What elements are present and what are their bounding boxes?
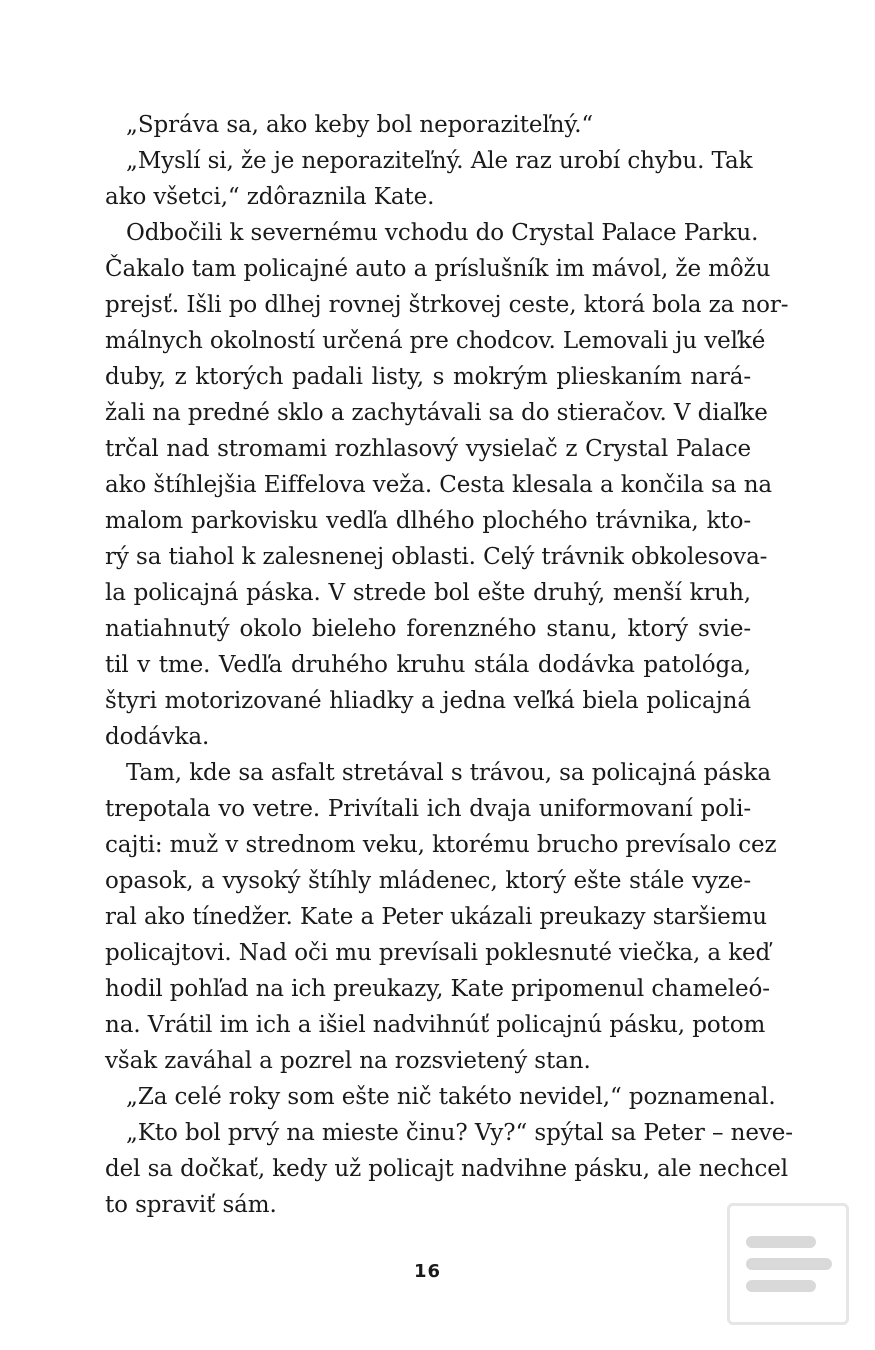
text-line: duby, z ktorých padali listy, s mokrým plieskaním nará- <box>105 364 751 390</box>
text-line: dodávka. <box>105 724 210 750</box>
text-line: Čakalo tam policajné auto a príslušník im mávol, že môžu <box>105 256 771 282</box>
text-line: opasok, a vysoký štíhly mládenec, ktorý ešte stále vyze- <box>105 868 751 894</box>
text-line: „Správa sa, ako keby bol neporaziteľný.“ <box>126 112 594 138</box>
text-line: to spraviť sám. <box>105 1192 277 1218</box>
text-line: trčal nad stromami rozhlasový vysielač z Crystal Palace <box>105 436 751 462</box>
book-logo-watermark-icon <box>727 1203 849 1325</box>
text-line: málnych okolností určená pre chodcov. Lemovali ju veľké <box>105 328 766 354</box>
text-line: „Kto bol prvý na mieste činu? Vy?“ spýtal sa Peter – neve- <box>126 1120 793 1146</box>
page-number: 16 <box>413 1261 442 1282</box>
text-line: Odbočili k severnému vchodu do Crystal Palace Parku. <box>126 220 759 246</box>
text-line: „Myslí si, že je neporaziteľný. Ale raz urobí chybu. Tak <box>126 148 753 174</box>
text-line: natiahnutý okolo bieleho forenzného stanu, ktorý svie- <box>105 616 751 642</box>
text-line: la policajná páska. V strede bol ešte druhý, menší kruh, <box>105 580 751 606</box>
text-line: policajtovi. Nad oči mu prevísali poklesnuté viečka, a keď <box>105 940 771 966</box>
text-line: til v tme. Vedľa druhého kruhu stála dodávka patológa, <box>105 652 751 678</box>
text-line: ral ako tínedžer. Kate a Peter ukázali preukazy staršiemu <box>105 904 768 930</box>
text-line: Tam, kde sa asfalt stretával s trávou, sa policajná páska <box>126 760 771 786</box>
text-line: malom parkovisku vedľa dlhého plochého trávnika, kto- <box>105 508 751 534</box>
text-line: del sa dočkať, kedy už policajt nadvihne pásku, ale nechcel <box>105 1156 788 1182</box>
text-line: však zaváhal a pozrel na rozsvietený stan. <box>105 1048 591 1074</box>
text-line: štyri motorizované hliadky a jedna veľká biela policajná <box>105 688 751 714</box>
text-line: rý sa tiahol k zalesnenej oblasti. Celý trávnik obkolesova- <box>105 544 768 570</box>
text-line: hodil pohľad na ich preukazy, Kate pripomenul chameleó- <box>105 976 770 1002</box>
text-line: na. Vrátil im ich a išiel nadvihnúť policajnú pásku, potom <box>105 1012 766 1038</box>
text-line: prejsť. Išli po dlhej rovnej štrkovej ceste, ktorá bola za nor- <box>105 292 789 318</box>
text-line: ako všetci,“ zdôraznila Kate. <box>105 184 435 210</box>
text-line: „Za celé roky som ešte nič takéto nevidel,“ poznamenal. <box>126 1084 776 1110</box>
text-line: trepotala vo vetre. Privítali ich dvaja uniformovaní poli- <box>105 796 751 822</box>
text-line: ako štíhlejšia Eiffelova veža. Cesta klesala a končila sa na <box>105 472 773 498</box>
text-line: žali na predné sklo a zachytávali sa do stieračov. V diaľke <box>105 400 768 426</box>
text-line: cajti: muž v strednom veku, ktorému brucho prevísalo cez <box>105 832 777 858</box>
